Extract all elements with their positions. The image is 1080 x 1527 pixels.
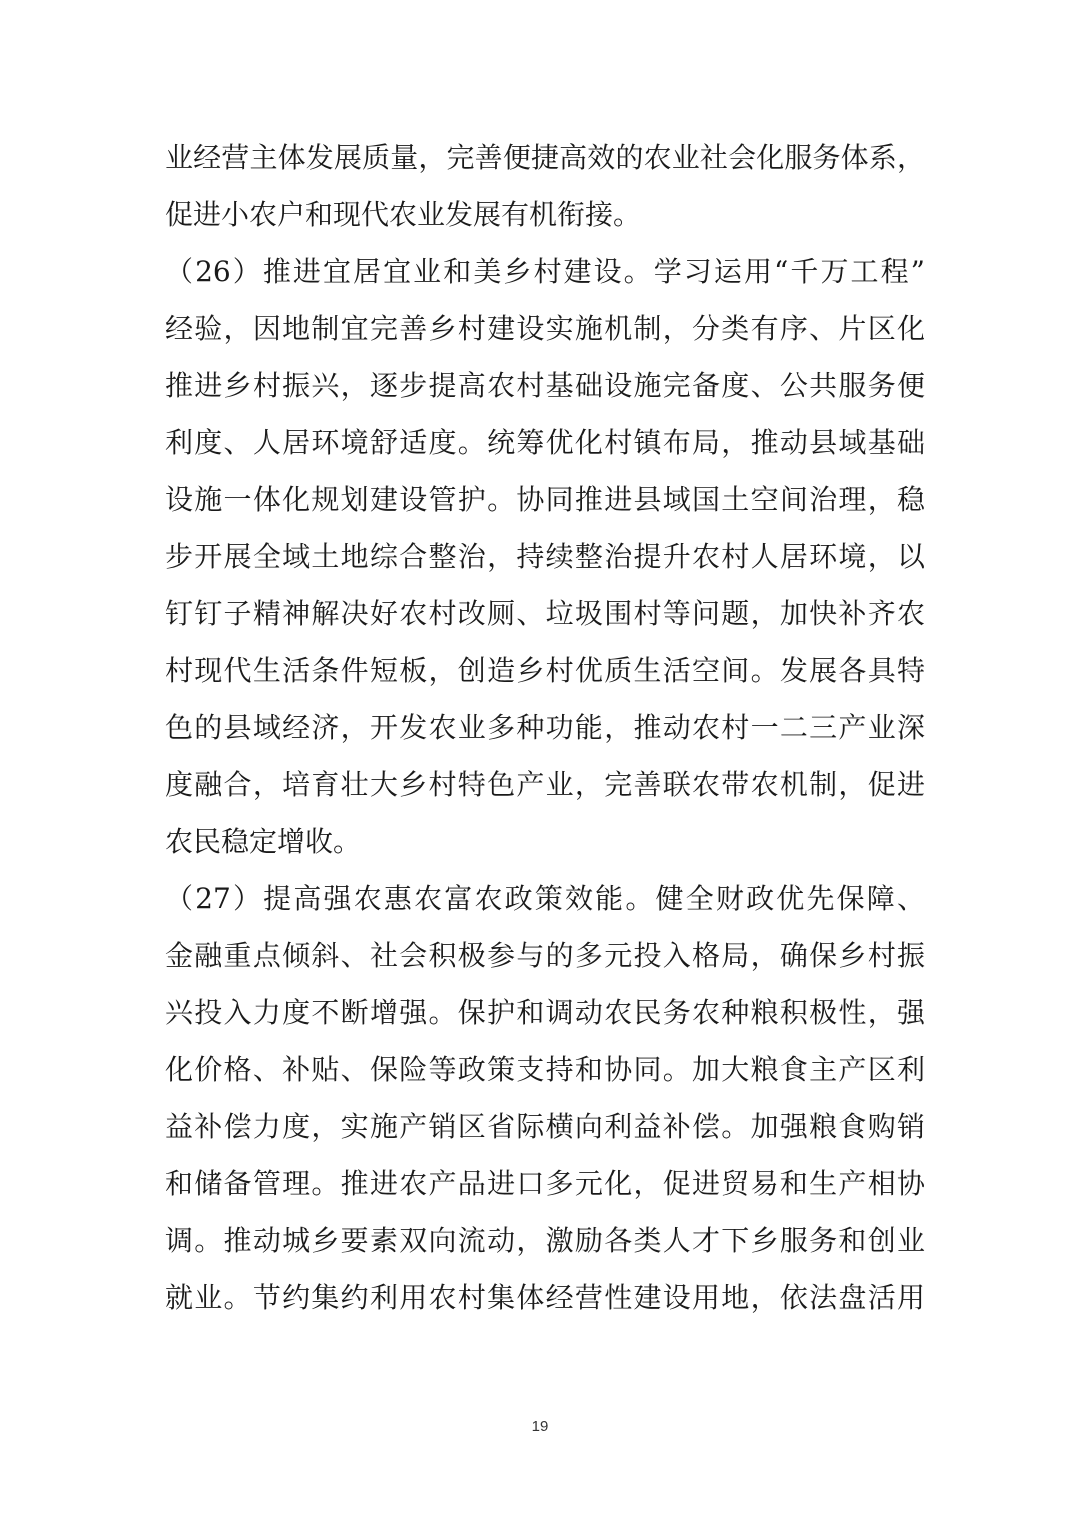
text-line: 益补偿力度，实施产销区省际横向利益补偿。加强粮食购销 xyxy=(165,1110,925,1143)
text-line: 和储备管理。推进农产品进口多元化，促进贸易和生产相协 xyxy=(165,1167,925,1200)
text-line: 利度、人居环境舒适度。统筹优化村镇布局，推动县域基础 xyxy=(165,426,925,459)
text-line: 推进乡村振兴，逐步提高农村基础设施完备度、公共服务便 xyxy=(165,369,925,402)
text-line: 村现代生活条件短板，创造乡村优质生活空间。发展各具特 xyxy=(165,654,925,687)
body-text xyxy=(165,129,925,1326)
text-line: 化价格、补贴、保险等政策支持和协同。加大粮食主产区利 xyxy=(165,1053,925,1086)
text-line: 色的县域经济，开发农业多种功能，推动农村一二三产业深 xyxy=(165,711,925,744)
text-line: 经验，因地制宜完善乡村建设实施机制，分类有序、片区化 xyxy=(165,312,925,345)
section-27-heading-line: （27）提高强农惠农富农政策效能。健全财政优先保障、 xyxy=(165,882,925,915)
text-line: 金融重点倾斜、社会积极参与的多元投入格局，确保乡村振 xyxy=(165,939,925,972)
text-line: 度融合，培育壮大乡村特色产业，完善联农带农机制，促进 xyxy=(165,768,925,801)
text-line: 步开展全域土地综合整治，持续整治提升农村人居环境，以 xyxy=(165,540,925,573)
text-line: 设施一体化规划建设管护。协同推进县域国土空间治理，稳 xyxy=(165,483,925,516)
section-26-heading-line: （26）推进宜居宜业和美乡村建设。学习运用“千万工程” xyxy=(165,255,925,288)
text-line: 促进小农户和现代农业发展有机衔接。 xyxy=(165,198,642,231)
text-line: 钉钉子精神解决好农村改厕、垃圾围村等问题，加快补齐农 xyxy=(165,597,925,630)
text-line: 调。推动城乡要素双向流动，激励各类人才下乡服务和创业 xyxy=(165,1224,925,1257)
text-line: 兴投入力度不断增强。保护和调动农民务农种粮积极性，强 xyxy=(165,996,925,1029)
text-line: 农民稳定增收。 xyxy=(165,825,362,858)
page-number: 19 xyxy=(531,1418,549,1435)
text-line: 业经营主体发展质量，完善便捷高效的农业社会化服务体系， xyxy=(165,141,925,174)
text-line: 就业。节约集约利用农村集体经营性建设用地，依法盘活用 xyxy=(165,1281,925,1314)
